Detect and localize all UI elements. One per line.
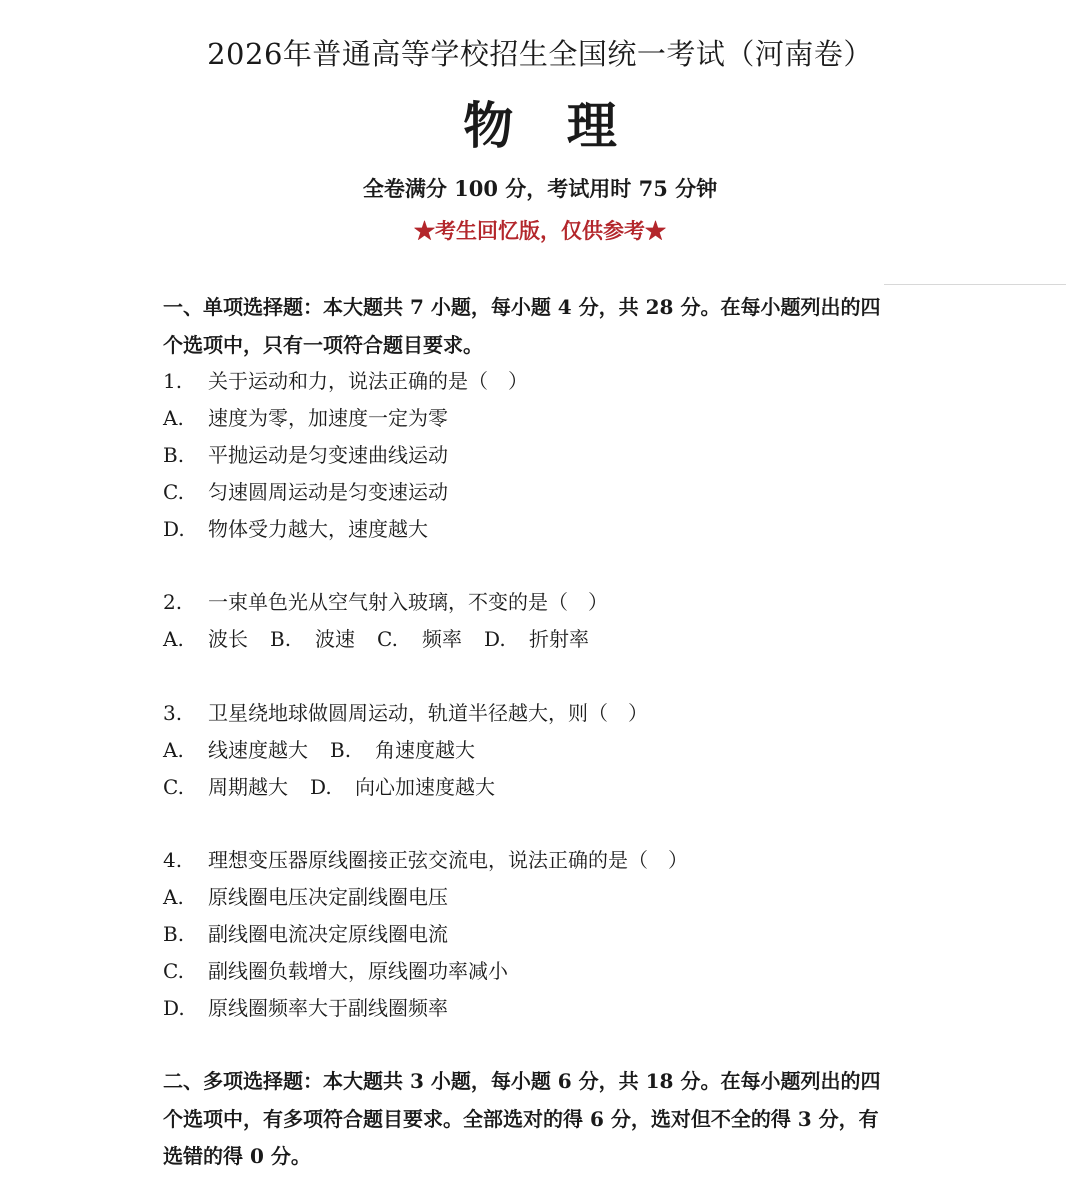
question-4-option-d xyxy=(163,993,448,1023)
option-text: 波速 xyxy=(315,627,355,651)
question-1-option-d xyxy=(163,514,428,544)
question-1 xyxy=(163,366,528,396)
option-letter: D. xyxy=(163,996,185,1020)
question-4-option-a xyxy=(163,882,448,912)
question-2 xyxy=(163,587,608,617)
exam-title: 2026年普通高等学校招生全国统一考试（河南卷） xyxy=(207,37,873,71)
option-text: 速度为零，加速度一定为零 xyxy=(208,406,448,430)
question-number: 1. xyxy=(163,369,183,393)
option-text: 物体受力越大，速度越大 xyxy=(208,517,428,541)
option-letter: A. xyxy=(163,406,184,430)
option-letter: C. xyxy=(163,959,184,983)
option-letter: C. xyxy=(377,627,398,651)
section1-heading-line2: 个选项中，只有一项符合题目要求。 xyxy=(163,333,483,357)
question-number: 4. xyxy=(163,848,183,872)
option-text: 频率 xyxy=(422,627,462,651)
option-text: 匀速圆周运动是匀变速运动 xyxy=(208,480,448,504)
option-text: 向心加速度越大 xyxy=(355,775,495,799)
option-text: 折射率 xyxy=(529,627,589,651)
question-1-option-c xyxy=(163,477,448,507)
option-text: 波长 xyxy=(208,627,248,651)
question-2-options xyxy=(163,624,589,654)
option-letter: B. xyxy=(163,443,185,467)
option-letter: D. xyxy=(163,517,185,541)
option-letter: B. xyxy=(330,738,352,762)
option-text: 周期越大 xyxy=(208,775,288,799)
option-text: 副线圈负载增大，原线圈功率减小 xyxy=(208,959,508,983)
question-number: 2. xyxy=(163,590,183,614)
question-stem: 理想变压器原线圈接正弦交流电，说法正确的是（ ） xyxy=(208,848,688,872)
question-3 xyxy=(163,698,648,728)
question-3-options-ab xyxy=(163,735,475,765)
option-letter: C. xyxy=(163,775,184,799)
section2-heading-line1: 二、多项选择题：本大题共 3 小题，每小题 6 分，共 18 分。在每小题列出的四 xyxy=(163,1069,881,1093)
question-stem: 一束单色光从空气射入玻璃，不变的是（ ） xyxy=(208,590,608,614)
option-text: 副线圈电流决定原线圈电流 xyxy=(208,922,448,946)
question-4-option-b xyxy=(163,919,448,949)
question-stem: 卫星绕地球做圆周运动，轨道半径越大，则（ ） xyxy=(208,701,648,725)
question-1-option-a xyxy=(163,403,448,433)
question-4 xyxy=(163,845,688,875)
option-letter: A. xyxy=(163,885,184,909)
section2-heading-line3: 选错的得 0 分。 xyxy=(163,1144,311,1168)
option-letter: A. xyxy=(163,627,184,651)
option-letter: D. xyxy=(310,775,332,799)
option-text: 原线圈电压决定副线圈电压 xyxy=(208,885,448,909)
question-stem: 关于运动和力，说法正确的是（ ） xyxy=(208,369,528,393)
section2-heading-line2: 个选项中，有多项符合题目要求。全部选对的得 6 分，选对但不全的得 3 分，有 xyxy=(163,1107,879,1131)
option-letter: B. xyxy=(270,627,292,651)
subject-title: 物 理 xyxy=(463,96,635,155)
option-letter: D. xyxy=(484,627,506,651)
question-4-option-c xyxy=(163,956,508,986)
option-text: 角速度越大 xyxy=(375,738,475,762)
question-1-option-b xyxy=(163,440,448,470)
option-letter: A. xyxy=(163,738,184,762)
option-text: 线速度越大 xyxy=(208,738,308,762)
section1-heading-line1: 一、单项选择题：本大题共 7 小题，每小题 4 分，共 28 分。在每小题列出的四 xyxy=(163,295,881,319)
question-number: 3. xyxy=(163,701,183,725)
divider-line xyxy=(884,284,1066,285)
question-3-options-cd xyxy=(163,772,495,802)
recall-notice: ★考生回忆版，仅供参考★ xyxy=(414,218,666,243)
option-letter: C. xyxy=(163,480,184,504)
option-text: 原线圈频率大于副线圈频率 xyxy=(208,996,448,1020)
exam-meta: 全卷满分 100 分，考试用时 75 分钟 xyxy=(362,176,718,201)
option-letter: B. xyxy=(163,922,185,946)
option-text: 平抛运动是匀变速曲线运动 xyxy=(208,443,448,467)
